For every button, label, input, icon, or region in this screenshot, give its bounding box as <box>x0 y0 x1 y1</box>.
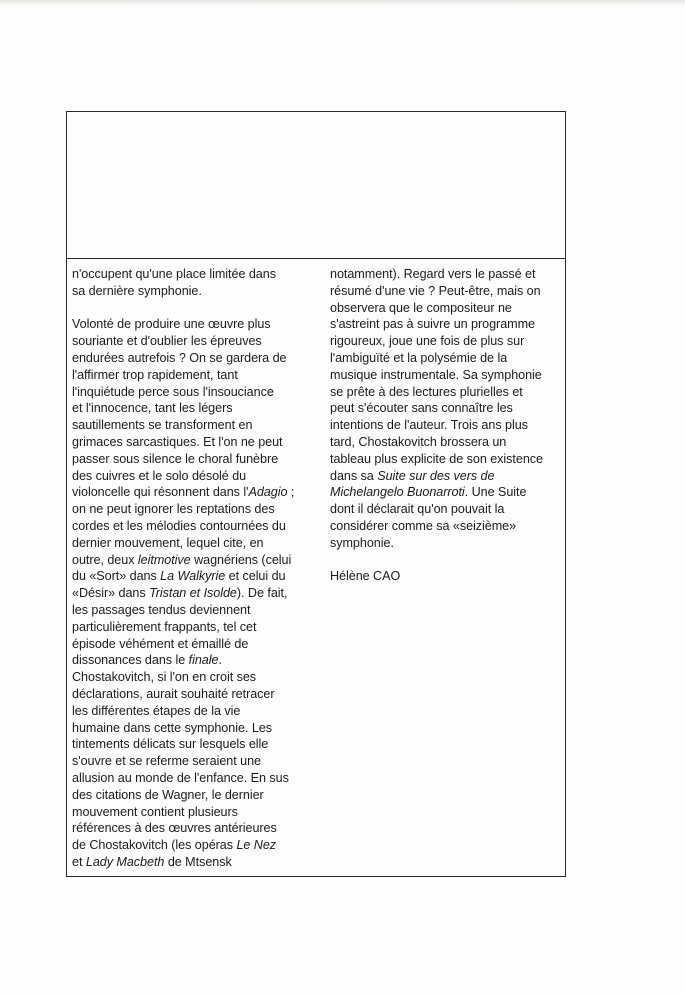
text-line: symphonie. <box>330 535 394 550</box>
text-line: musique instrumentale. Sa symphonie <box>330 367 542 382</box>
frame-divider <box>66 258 566 259</box>
text-run: «Désir» dans <box>72 586 150 601</box>
text-run: et celui du <box>225 569 286 584</box>
right-column <box>330 266 556 585</box>
italic-term: La Walkyrie <box>160 569 226 584</box>
text-line: déclarations, aurait souhaité retracer <box>72 686 275 701</box>
text-line <box>72 837 322 854</box>
text-run: wagnériens (celui <box>190 552 292 567</box>
text-line <box>72 568 322 585</box>
italic-term: Adagio <box>248 485 288 500</box>
text-line: dernier mouvement, lequel cite, en <box>72 535 264 550</box>
text-line: allusion au monde de l'enfance. En sus <box>72 770 289 785</box>
text-run: ; <box>287 485 295 500</box>
left-column <box>72 266 322 871</box>
italic-term: Le Nez <box>236 838 277 853</box>
text-line: l'inquiétude perce sous l'insouciance <box>72 384 274 399</box>
text-line: rigoureux, joue une fois de plus sur <box>330 334 525 349</box>
text-line: considérer comme sa «seizième» <box>330 518 517 533</box>
text-line: tard, Chostakovitch brossera un <box>330 434 507 449</box>
text-line: résumé d'une vie ? Peut-être, mais on <box>330 283 541 298</box>
text-line: références à des œuvres antérieures <box>72 821 277 836</box>
text-line: Volonté de produire une œuvre plus <box>72 317 271 332</box>
text-run: de Mtsensk <box>164 854 232 869</box>
text-line: des citations de Wagner, le dernier <box>72 787 264 802</box>
italic-term: Lady Macbeth <box>85 854 165 869</box>
text-line: observera que le compositeur ne <box>330 300 512 315</box>
text-line <box>330 484 556 501</box>
text-line: peut s'écouter sans connaître les <box>330 401 513 416</box>
text-line <box>72 652 322 669</box>
text-line: cordes et les mélodies contournées du <box>72 518 286 533</box>
text-line: grimaces sarcastiques. Et l'on ne peut <box>72 434 283 449</box>
text-line: souriante et d'oublier les épreuves <box>72 334 262 349</box>
text-line: mouvement contient plusieurs <box>72 804 238 819</box>
text-line <box>72 585 322 602</box>
text-line: notamment). Regard vers le passé et <box>330 267 536 281</box>
text-line <box>72 854 322 871</box>
text-line: s'astreint pas à suivre un programme <box>330 317 535 332</box>
text-line: Chostakovitch, si l'on en croit ses <box>72 670 257 685</box>
italic-term: Tristan et Isolde <box>149 586 237 601</box>
italic-term: Suite sur des vers de <box>377 468 495 483</box>
italic-term: finale <box>188 653 219 668</box>
text-line: sa dernière symphonie. <box>72 283 202 298</box>
text-line: on ne peut ignorer les reptations des <box>72 502 275 517</box>
text-line: épisode véhément et émaillé de <box>72 636 249 651</box>
text-line: intentions de l'auteur. Trois ans plus <box>330 418 528 433</box>
text-line: particulièrement frappants, tel cet <box>72 619 257 634</box>
text-line: sautillements se transforment en <box>72 418 253 433</box>
text-line <box>330 468 556 485</box>
text-line <box>72 552 322 569</box>
text-run: du «Sort» dans <box>72 569 161 584</box>
text-run: . Une Suite <box>464 485 527 500</box>
text-run: de Chostakovitch (les opéras <box>72 838 237 853</box>
text-line: les passages tendus deviennent <box>72 602 251 617</box>
text-run: outre, deux <box>72 552 138 567</box>
text-run: dans sa <box>330 468 378 483</box>
text-line <box>72 484 322 501</box>
text-line: dont il déclarait qu'on pouvait la <box>330 502 505 517</box>
text-line: l'affirmer trop rapidement, tant <box>72 367 238 382</box>
text-line: passer sous silence le choral funèbre <box>72 451 279 466</box>
text-line: l'ambiguïté et la polysémie de la <box>330 350 508 365</box>
text-line: n'occupent qu'une place limitée dans <box>72 267 276 281</box>
text-run: ). De fait, <box>236 586 288 601</box>
text-line: et l'innocence, tant les légers <box>72 401 233 416</box>
text-run: violoncelle qui résonnent dans l' <box>72 485 249 500</box>
text-line: s'ouvre et se referme seraient une <box>72 754 262 769</box>
text-line: des cuivres et le solo désolé du <box>72 468 247 483</box>
text-run: et <box>72 854 86 869</box>
author-signature: Hélène CAO <box>330 569 401 584</box>
text-line: se prête à des lectures plurielles et <box>330 384 523 399</box>
page-top-edge <box>0 0 685 6</box>
text-line: les différentes étapes de la vie <box>72 703 241 718</box>
text-run: dissonances dans le <box>72 653 189 668</box>
text-line: tableau plus explicite de son existence <box>330 451 543 466</box>
text-line: tintements délicats sur lesquels elle <box>72 737 269 752</box>
italic-term: Michelangelo Buonarroti <box>330 485 465 500</box>
text-line: endurées autrefois ? On se gardera de <box>72 350 287 365</box>
text-run: . <box>218 653 222 668</box>
italic-term: leitmotive <box>137 552 191 567</box>
text-line: humaine dans cette symphonie. Les <box>72 720 272 735</box>
